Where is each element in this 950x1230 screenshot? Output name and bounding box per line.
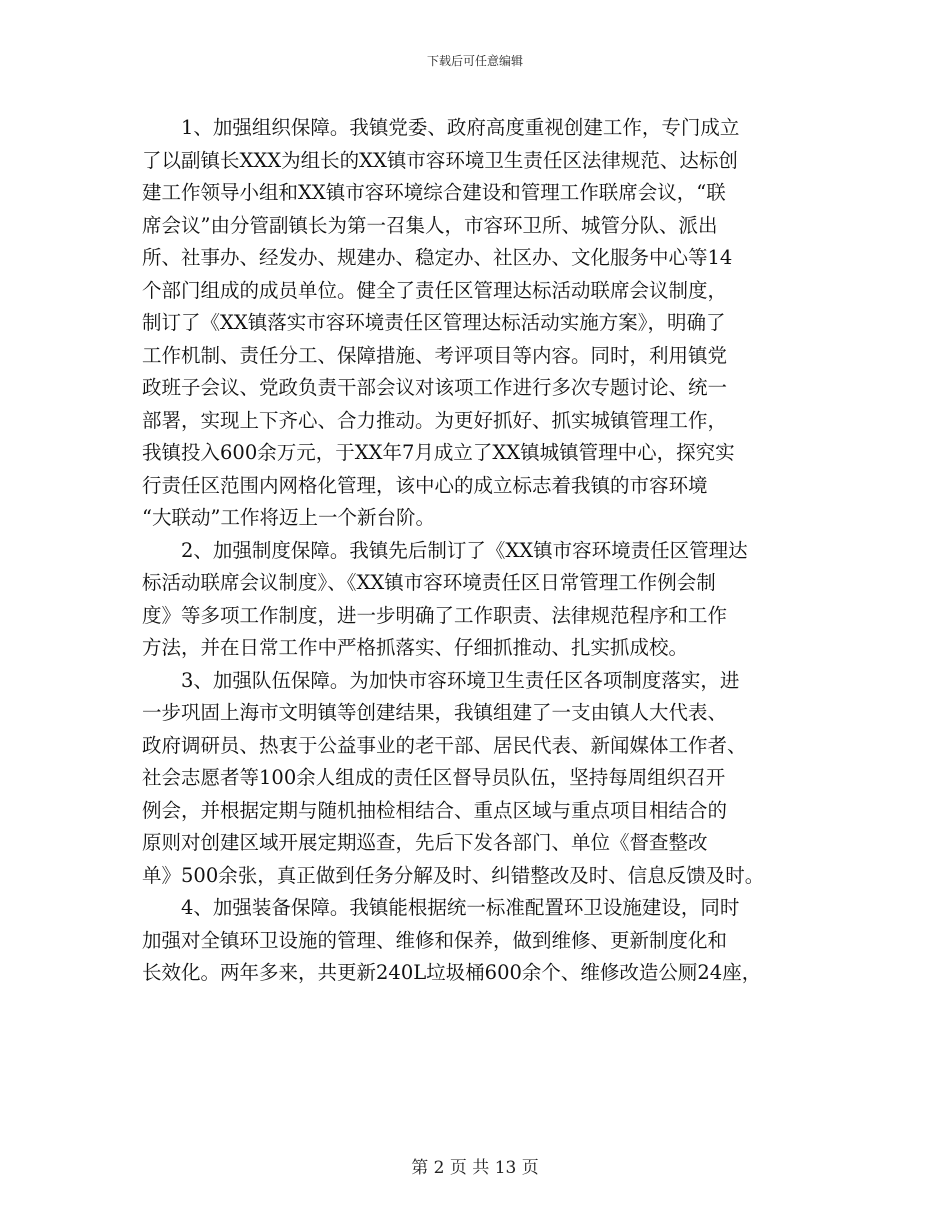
page-footer: 第 2 页 共 13 页 <box>411 1158 539 1178</box>
body-text <box>142 112 832 990</box>
text-line: 了以副镇长XXX为组长的XX镇市容环境卫生责任区法律规范、达标创 <box>142 148 738 172</box>
text-line: 我镇投入600余万元，于XX年7月成立了XX镇城镇管理中心，探究实 <box>142 441 735 464</box>
text-line: 一步巩固上海市文明镇等创建结果，我镇组建了一支由镇人大代表、 <box>142 701 728 724</box>
text-line: 部署，实现上下齐心、合力推动。为更好抓好、抓实城镇管理工作， <box>142 408 728 432</box>
text-line: 方法，并在日常工作中严格抓落实、仔细抓推动、扎实抓成校。 <box>142 636 689 659</box>
text-line: “大联动”工作将迈上一个新台阶。 <box>142 506 435 529</box>
text-line: 工作机制、责任分工、保障措施、考评项目等内容。同时，利用镇党 <box>142 343 728 367</box>
text-line: 原则对创建区域开展定期巡查，先后下发各部门、单位《督查整改 <box>142 831 708 854</box>
text-line: 4、加强装备保障。我镇能根据统一标准配置环卫设施建设，同时 <box>142 896 740 919</box>
text-line: 行责任区范围内网格化管理，该中心的成立标志着我镇的市容环境 <box>142 473 708 497</box>
text-line: 度》等多项工作制度，进一步明确了工作职责、法律规范程序和工作 <box>142 603 728 627</box>
text-line: 2、加强制度保障。我镇先后制订了《XX镇市容环境责任区管理达 <box>142 538 748 562</box>
text-line: 所、社事办、经发办、规建办、稳定办、社区办、文化服务中心等14 <box>142 246 733 269</box>
text-line: 政班子会议、党政负责干部会议对该项工作进行多次专题讨论、统一 <box>142 376 728 399</box>
text-line: 1、加强组织保障。我镇党委、政府高度重视创建工作，专门成立 <box>142 116 740 139</box>
text-line: 建工作领导小组和XX镇市容环境综合建设和管理工作联席会议，“联 <box>142 181 726 204</box>
text-line: 政府调研员、热衷于公益事业的老干部、居民代表、新闻媒体工作者、 <box>142 733 747 757</box>
text-line: 单》500余张，真正做到任务分解及时、纠错整改及时、信息反馈及时。 <box>142 863 765 887</box>
text-line: 社会志愿者等100余人组成的责任区督导员队伍，坚持每周组织召开 <box>142 766 726 789</box>
text-line: 例会，并根据定期与随机抽检相结合、重点区域与重点项目相结合的 <box>142 798 728 822</box>
page-header: 下载后可任意编辑 <box>426 54 523 68</box>
text-line: 席会议”由分管副镇长为第一召集人，市容环卫所、城管分队、派出 <box>142 213 718 237</box>
text-line: 长效化。两年多来，共更新240L垃圾桶600余个、维修改造公厕24座， <box>142 961 762 984</box>
text-line: 3、加强队伍保障。为加快市容环境卫生责任区各项制度落实，进 <box>142 668 740 692</box>
text-line: 个部门组成的成员单位。健全了责任区管理达标活动联席会议制度， <box>142 278 728 302</box>
text-line: 制订了《XX镇落实市容环境责任区管理达标活动实施方案》，明确了 <box>142 311 726 334</box>
text-line: 标活动联席会议制度》、《XX镇市容环境责任区日常管理工作例会制 <box>142 571 716 594</box>
text-line: 加强对全镇环卫设施的管理、维修和保养，做到维修、更新制度化和 <box>142 928 728 952</box>
